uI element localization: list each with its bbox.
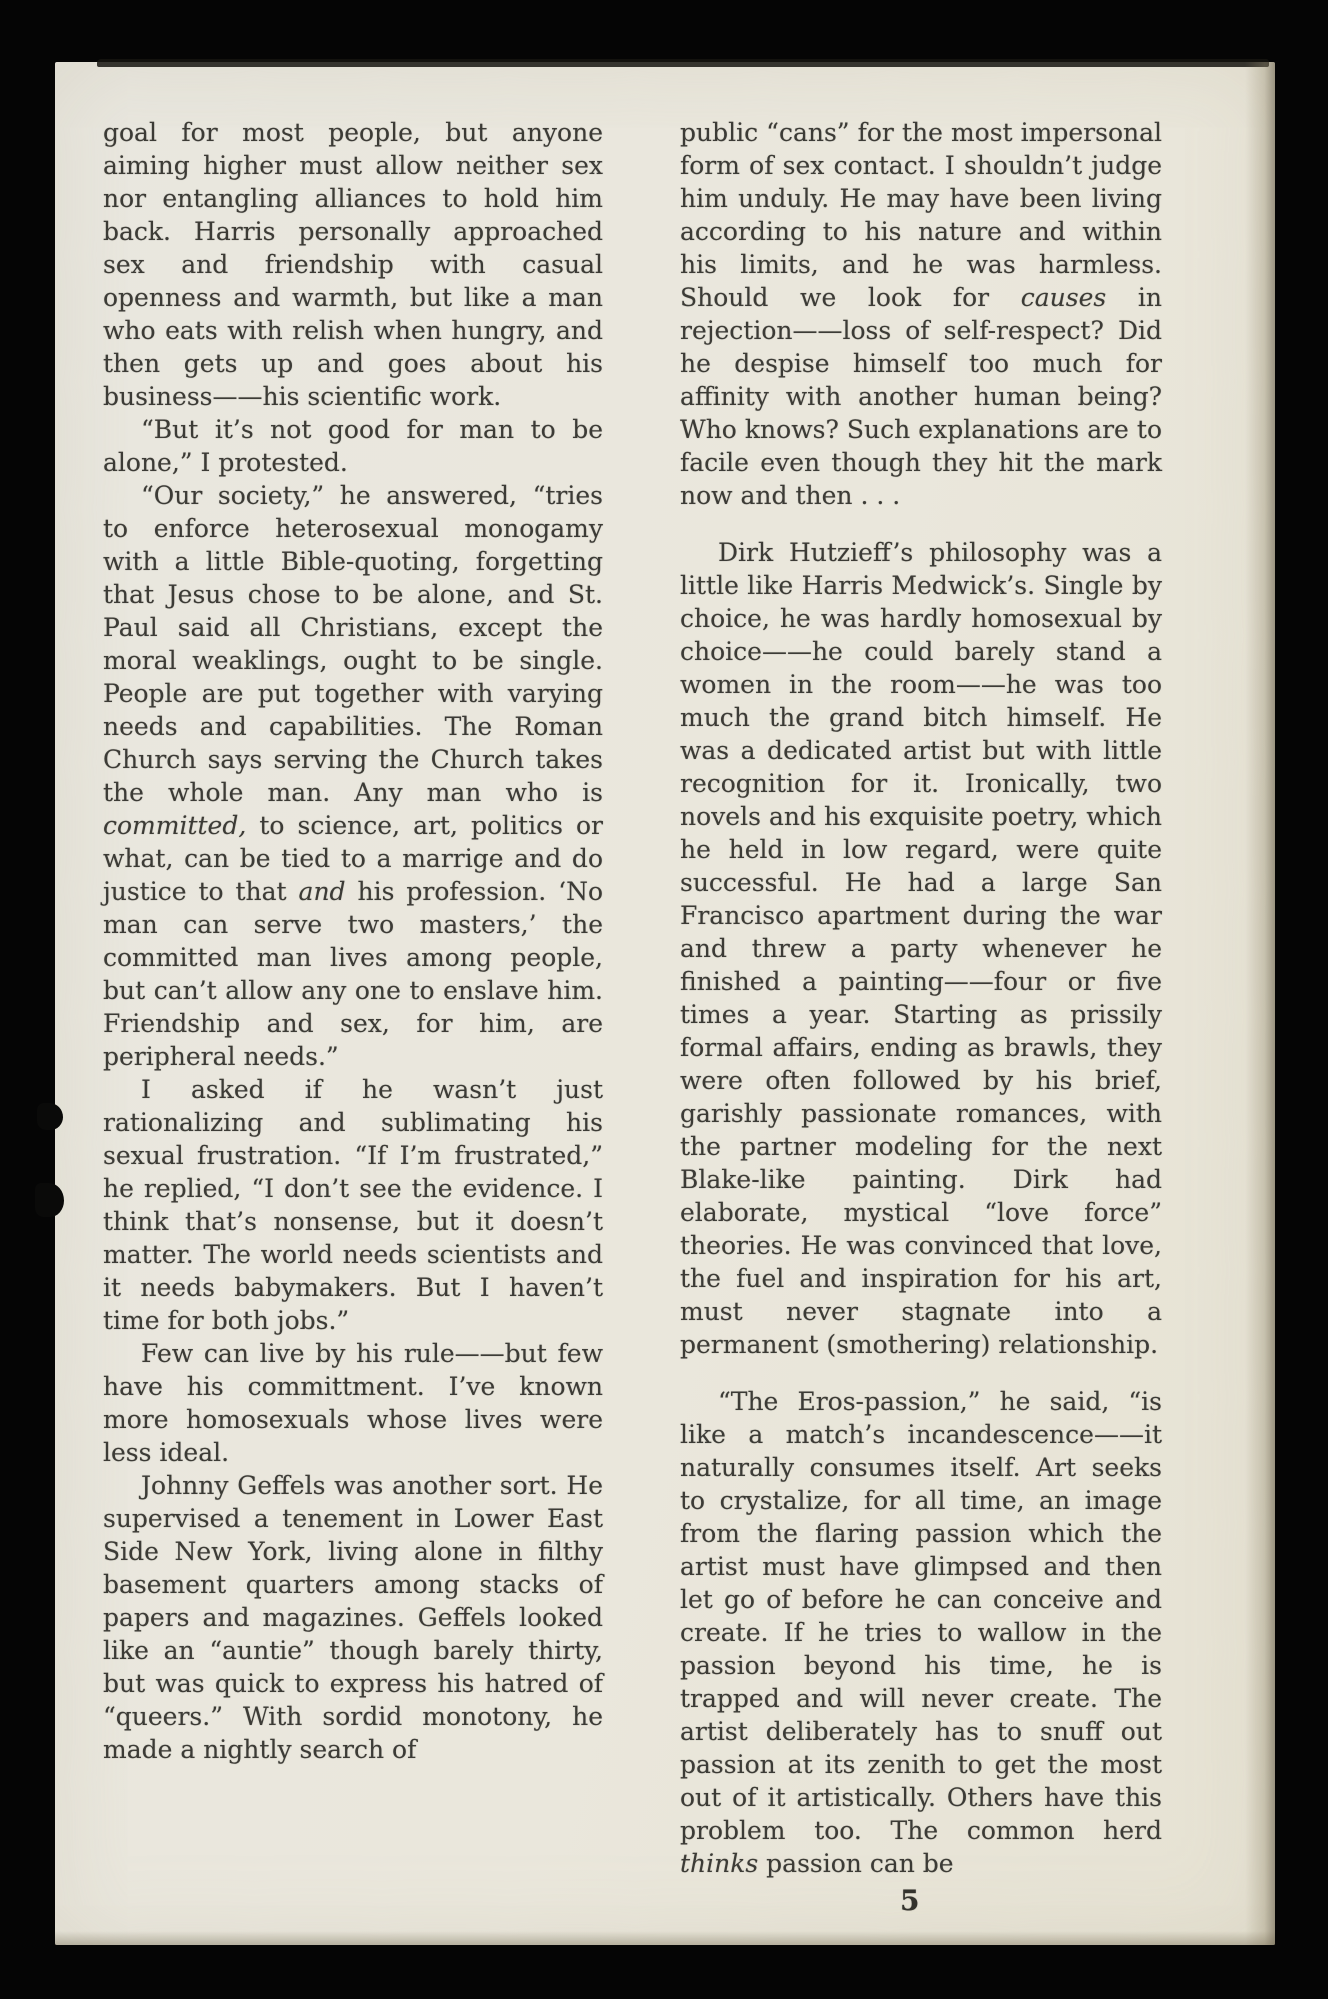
paragraph xyxy=(680,536,1162,1361)
page-number: 5 xyxy=(900,1884,920,1917)
text-column-right xyxy=(680,116,1162,1880)
text-run: goal for most people, but anyone aiming higher must allow neither sex nor entangling alliances to hold him back. Harris personally approached sex and friendship with casual openness and warmth, but like a man who eats with relish when hungry, and then gets up and goes about his business——his scientific work. xyxy=(103,118,603,411)
text-run: passion can be xyxy=(758,1849,954,1878)
text-run: to science, art, politics or what, can be tied to a marrige and do justice to that xyxy=(103,811,603,906)
page-right-edge-shadow xyxy=(1245,62,1275,1945)
page-top-edge-shadow xyxy=(97,59,1269,67)
text-run: “Our society,” he answered, “tries to enforce heterosexual monogamy with a little Bible-quoting, forgetting that Jesus chose to be alone, and St. Paul said all Christians, except the moral weaklings, ought to be single. People are put together with varying needs and capabilities. The Roman Church says serving the Church takes the whole man. Any man who is xyxy=(103,481,603,807)
ink-smudge xyxy=(37,1103,63,1130)
text-run: I asked if he wasn’t just rationalizing and sublimating his sexual frustration. “If I’m frustrated,” he replied, “I don’t see the evidence. I think that’s nonsense, but it doesn’t matter. The world needs scientists and it needs babymakers. But I haven’t time for both jobs.” xyxy=(103,1075,603,1335)
text-run: in rejection——loss of self-respect? Did he despise himself too much for affinity with another human being? Who knows? Such explanations are to facile even though they hit the mark now and then . . . xyxy=(680,283,1162,510)
paragraph xyxy=(103,1337,603,1469)
paragraph xyxy=(680,116,1162,512)
text-column-left xyxy=(103,116,603,1766)
paragraph xyxy=(103,1073,603,1337)
italic-text-run: committed, xyxy=(103,811,247,840)
paragraph xyxy=(103,1469,603,1766)
paragraph xyxy=(103,116,603,413)
text-run: his profession. ‘No man can serve two masters,’ the committed man lives among people, but can’t allow any one to enslave him. Friendship and sex, for him, are peripheral needs.” xyxy=(103,877,603,1071)
text-run: “But it’s not good for man to be alone,” I protested. xyxy=(103,415,603,477)
magazine-page xyxy=(55,62,1275,1945)
text-run: Few can live by his rule——but few have his committment. I’ve known more homosexuals whose lives were less ideal. xyxy=(103,1339,603,1467)
italic-text-run: causes xyxy=(1020,283,1107,312)
paragraph xyxy=(103,479,603,1073)
page-bottom-edge-shadow xyxy=(55,1931,1275,1945)
paragraph xyxy=(103,413,603,479)
text-run: Johnny Geffels was another sort. He supervised a tenement in Lower East Side New York, living alone in filthy basement quarters among stacks of papers and magazines. Geffels looked like an “auntie” though barely thirty, but was quick to express his hatred of “queers.” With sordid monotony, he made a nightly search of xyxy=(103,1471,603,1764)
italic-text-run: and xyxy=(298,877,346,906)
ink-smudge xyxy=(35,1183,64,1217)
text-run: “The Eros-passion,” he said, “is like a match’s incandescence——it naturally consumes itself. Art seeks to crystalize, for all time, an image from the flaring passion which the artist must have glimpsed and then let go of before he can conceive and create. If he tries to wallow in the passion beyond his time, he is trapped and will never create. The artist deliberately has to snuff out passion at its zenith to get the most out of it artistically. Others have this problem too. The common herd xyxy=(680,1387,1162,1845)
text-run: Dirk Hutzieff’s philosophy was a little like Harris Medwick’s. Single by choice, he was hardly homosexual by choice——he could barely stand a women in the room——he was too much the grand bitch himself. He was a dedicated artist but with little recognition for it. Ironically, two novels and his exquisite poetry, which he held in low regard, were quite successful. He had a large San Francisco apartment during the war and threw a party whenever he finished a painting——four or five times a year. Starting as prissily formal affairs, ending as brawls, they were often followed by his brief, garishly passionate romances, with the partner modeling for the next Blake-like painting. Dirk had elaborate, mystical “love force” theories. He was convinced that love, the fuel and inspiration for his art, must never stagnate into a permanent (smothering) relationship. xyxy=(680,538,1162,1359)
paragraph xyxy=(680,1385,1162,1880)
italic-text-run: thinks xyxy=(680,1849,759,1878)
text-run: public “cans” for the most impersonal form of sex contact. I shouldn’t judge him unduly. He may have been living according to his nature and within his limits, and he was harmless. Should we look for xyxy=(680,118,1162,312)
